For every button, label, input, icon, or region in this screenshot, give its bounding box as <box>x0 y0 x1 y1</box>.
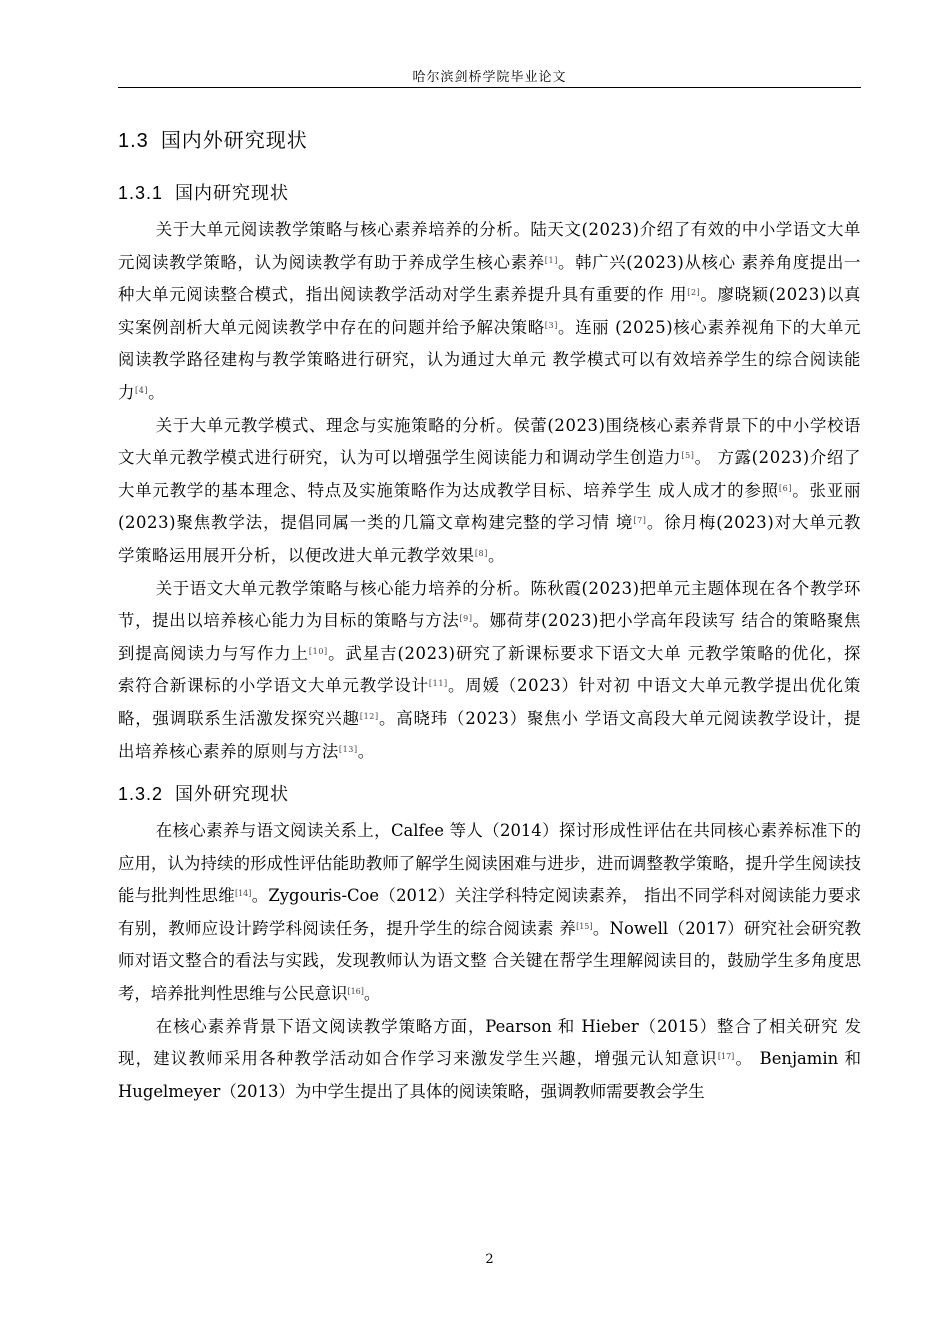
paragraph <box>118 573 861 769</box>
citation: [13] <box>338 744 358 754</box>
citation: [10] <box>308 646 328 656</box>
paragraph <box>118 1011 861 1109</box>
subsection-heading <box>118 173 861 214</box>
citation: [9] <box>459 614 473 624</box>
text-run: 。徐月梅(2023)对大单元教学策略运用展开分析，以便改进大单元教学效果 <box>118 513 861 565</box>
page-number: 2 <box>485 1252 494 1267</box>
subsection-title: 国内研究现状 <box>175 183 290 204</box>
paragraph <box>118 410 861 573</box>
text-run: 。 <box>357 741 375 761</box>
text-run: 在核心素养背景下语文阅读教学策略方面，Pearson 和 Hieber（2015）整合了相关研究 发现，建议教师采用各种教学活动如合作学习来激发学生兴趣，增强元认知意识 <box>118 1016 861 1069</box>
citation: [12] <box>359 711 379 721</box>
text-run: 。Zygouris-Coe（2012）关注学科特定阅读素养， 指出不同学科对阅读能力要求有别，教师应设计跨学科阅读任务，提升学生的综合阅读素 养 <box>118 886 862 938</box>
text-run: 。Nowell（2017）研究社会研究教师对语文整合的看法与实践，发现教师认为语文整 合关键在帮学生理解阅读目的，鼓励学生多角度思考，培养批判性思维与公民意识 <box>118 918 861 1004</box>
citation: [5] <box>681 451 695 461</box>
text-run: 关于大单元教学模式、理念与实施策略的分析。侯蕾(2023)围绕核心素养背景下的中小学校语文大单元教学模式进行研究，认为可以增强学生阅读能力和调动学生创造力 <box>118 415 861 468</box>
text-run: 。张亚丽(2023)聚焦教学法，提倡同属一类的几篇文章构建完整的学习情 境 <box>118 480 861 533</box>
text-run: 在核心素养与语文阅读关系上，Calfee 等人（2014）探讨形成性评估在共同核心素养标准下的应用，认为持续的形成性评估能助教师了解学生阅读困难与进步，进而调整教学策略，提升学生阅读技能与批判性思维 <box>118 821 861 906</box>
subsection-title: 国外研究现状 <box>175 784 290 806</box>
subsection-domestic <box>118 173 861 768</box>
text-run: 。 <box>487 545 505 565</box>
text-run: 。韩广兴(2023)从核心 素养角度提出一种大单元阅读整合模式，指出阅读教学活动对学生素养提升具有重要的作 用 <box>118 252 862 305</box>
document-body <box>118 118 861 1108</box>
text-run: 关于语文大单元教学策略与核心能力培养的分析。陈秋霞(2023)把单元主题体现在各个教学环节，提出以培养核心能力为目标的策略与方法 <box>118 578 861 631</box>
subsection-heading <box>118 774 861 815</box>
citation: [11] <box>428 679 448 689</box>
text-run: 。 <box>363 984 381 1004</box>
text-run: 。连丽 (2025)核心素养视角下的大单元阅读教学路径建构与教学策略进行研究，认为通过大单元 教学模式可以有效培养学生的综合阅读能力 <box>118 317 862 402</box>
citation: [6] <box>778 483 793 493</box>
subsection-number: 1.3.2 <box>118 784 164 805</box>
text-run: 。武星吉(2023)研究了新课标要求下语文大单 元教学策略的优化，探索符合新课标的小学语文大单元教学设计 <box>118 643 861 696</box>
paragraph <box>118 815 861 1011</box>
section-number: 1.3 <box>118 130 149 152</box>
text-run: 。 方露(2023)介绍了大单元教学的基本理念、特点及实施策略作为达成教学目标、培养学生 成人成才的参照 <box>118 448 861 500</box>
citation: [16] <box>347 987 364 997</box>
paragraph <box>118 214 861 410</box>
header-divider <box>118 87 861 88</box>
text-run: 。 Benjamin 和 Hugelmeyer（2013）为中学生提出了具体的阅读策略，强调教师需要教会学生 <box>118 1049 862 1101</box>
section-heading <box>118 118 861 163</box>
citation: [15] <box>576 921 593 931</box>
citation: [8] <box>474 548 488 558</box>
text-run: 。 <box>148 382 166 402</box>
subsection-foreign <box>118 774 861 1108</box>
text-run: 关于大单元阅读教学策略与核心素养培养的分析。陆天文(2023)介绍了有效的中小学语文大单元阅读教学策略，认为阅读教学有助于养成学生核心素养 <box>118 220 861 272</box>
citation: [1] <box>544 255 558 265</box>
text-run: 。娜荷芽(2023)把小学高年段读写 结合的策略聚焦到提高阅读力与写作力上 <box>118 611 862 663</box>
subsection-number: 1.3.1 <box>118 183 164 203</box>
citation: [14] <box>234 889 252 899</box>
citation: [3] <box>544 320 558 330</box>
citation: [7] <box>633 516 647 526</box>
citation: [2] <box>687 288 701 298</box>
citation: [17] <box>717 1052 735 1062</box>
page-header: 哈尔滨剑桥学院毕业论文 <box>412 70 567 85</box>
text-run: 。廖晓颖(2023)以真实案例剖析大单元阅读教学中存在的问题并给予解决策略 <box>118 285 862 337</box>
text-run: 。周媛（2023）针对初 中语文大单元教学提出优化策略，强调联系生活激发探究兴趣 <box>118 676 861 728</box>
text-run: 。高晓玮（2023）聚焦小 学语文高段大单元阅读教学设计，提出培养核心素养的原则与方法 <box>118 708 862 761</box>
section-title: 国内外研究现状 <box>160 128 308 152</box>
citation: [4] <box>135 385 149 395</box>
